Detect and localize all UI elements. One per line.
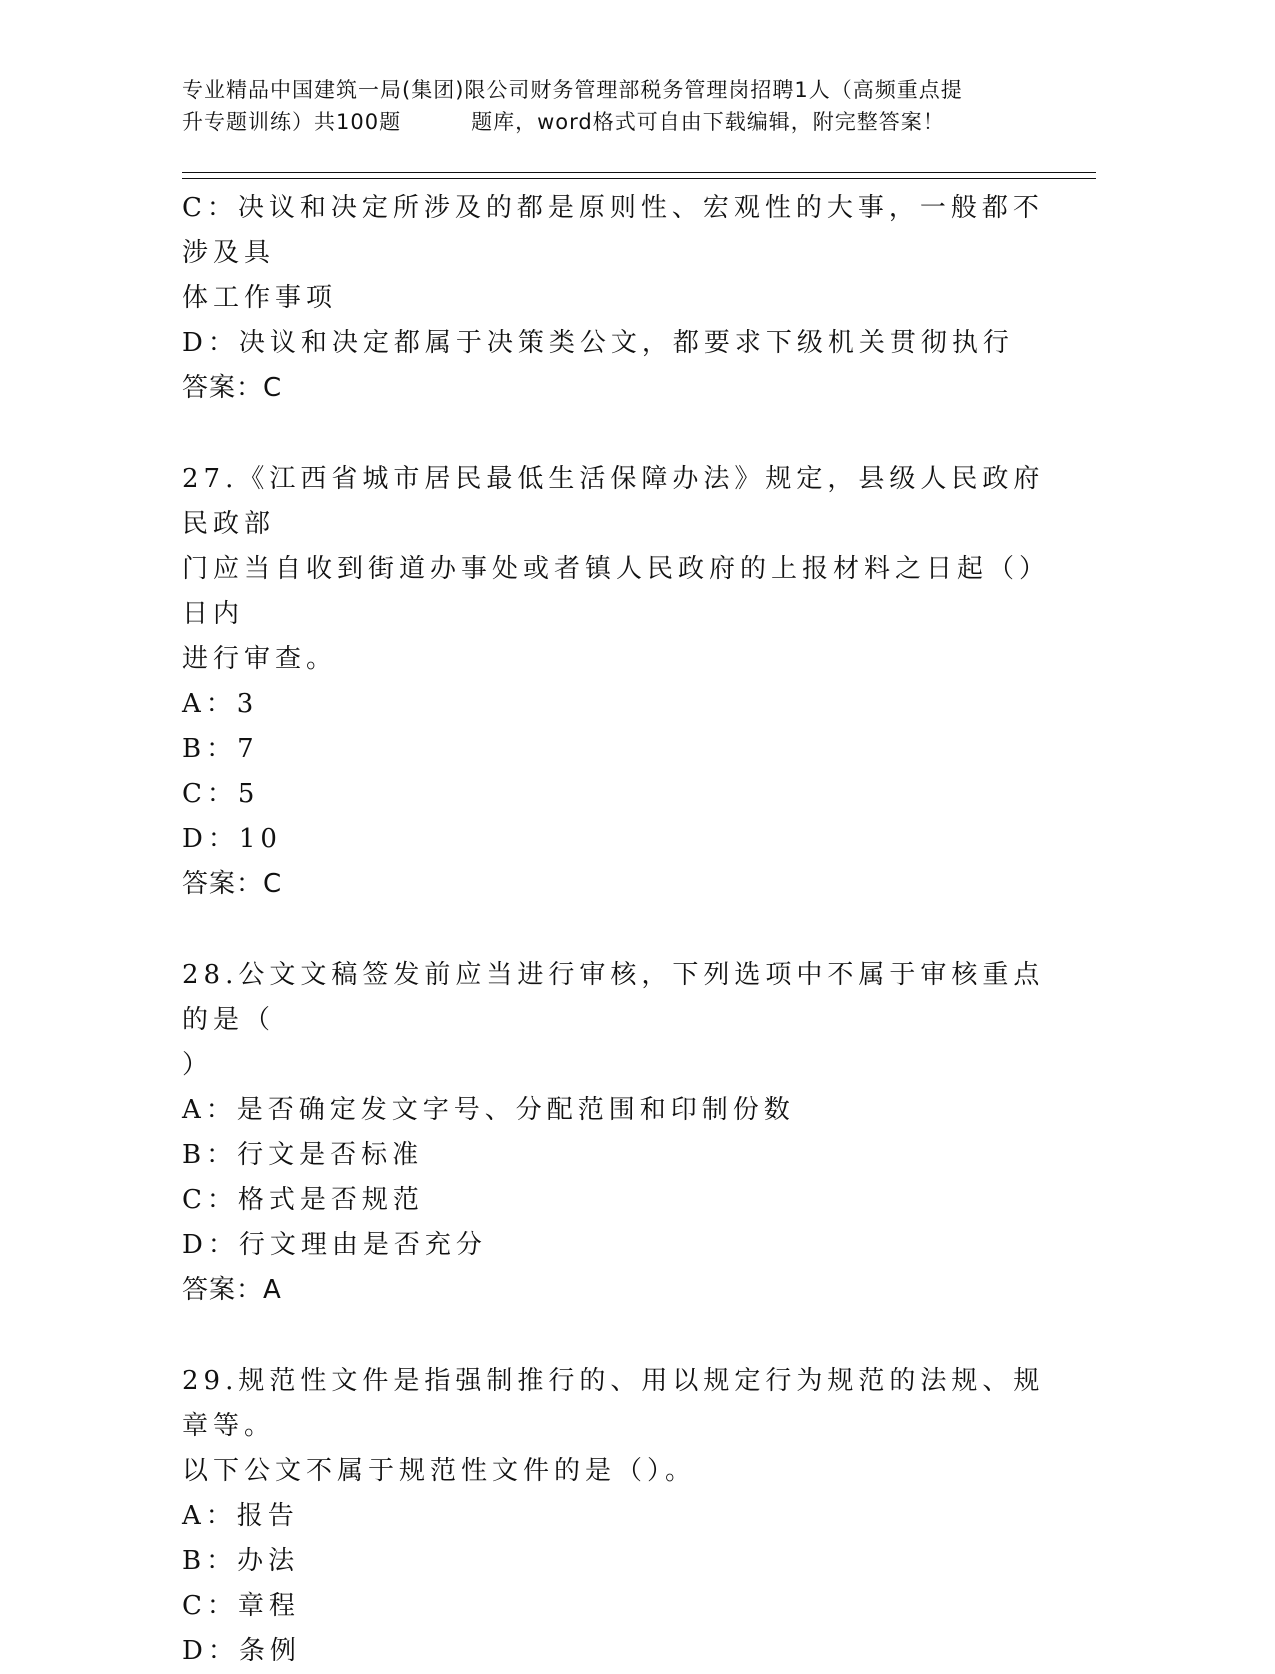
option-c: C：章程 (182, 1591, 300, 1621)
question-26-tail (182, 186, 1062, 411)
question-list (182, 186, 1062, 1674)
question-29 (182, 1359, 1062, 1674)
question-stem: 门应当自收到街道办事处或者镇人民政府的上报材料之日起（）日内 (182, 554, 1051, 629)
option-c: C：5 (182, 779, 260, 809)
option-b: B：办法 (182, 1546, 300, 1576)
question-stem: 29.规范性文件是指强制推行的、用以规定行为规范的法规、规章等。 (182, 1366, 1045, 1441)
header-subtitle: 题库，word格式可自由下载编辑，附完整答案！ (471, 110, 945, 134)
question-stem: 27.《江西省城市居民最低生活保障办法》规定，县级人民政府民政部 (182, 464, 1045, 539)
option-a: A：报告 (182, 1501, 299, 1531)
header-title-part: 升专题训练）共100题 (182, 110, 402, 134)
answer: 答案：C (182, 869, 283, 899)
header-title-line-2 (182, 106, 1082, 138)
header-title-line-1: 专业精品中国建筑一局(集团)限公司财务管理部税务管理岗招聘1人（高频重点提 (182, 78, 963, 102)
option-c: C：决议和决定所涉及的都是原则性、宏观性的大事，一般都不涉及具 (182, 193, 1044, 268)
question-stem: 28.公文文稿签发前应当进行审核，下列选项中不属于审核重点的是（ (182, 960, 1045, 1035)
option-a: A：是否确定发文字号、分配范围和印制份数 (182, 1095, 795, 1125)
option-d: D：10 (182, 824, 282, 854)
option-a: A：3 (182, 689, 259, 719)
question-stem: ） (182, 1050, 214, 1080)
document-header (182, 74, 1082, 138)
answer: 答案：A (182, 1275, 282, 1305)
question-stem: 以下公文不属于规范性文件的是（）。 (182, 1456, 697, 1486)
option-c-continued: 体工作事项 (182, 283, 338, 313)
option-c: C：格式是否规范 (182, 1185, 424, 1215)
header-divider-top (182, 172, 1096, 173)
question-28 (182, 953, 1062, 1313)
option-d: D：条例 (182, 1636, 301, 1666)
option-b: B：行文是否标准 (182, 1140, 424, 1170)
header-divider-bottom (182, 178, 1096, 179)
answer: 答案：C (182, 373, 283, 403)
question-stem: 进行审查。 (182, 644, 338, 674)
option-d: D：行文理由是否充分 (182, 1230, 487, 1260)
option-d: D：决议和决定都属于决策类公文，都要求下级机关贯彻执行 (182, 328, 1014, 358)
option-b: B：7 (182, 734, 259, 764)
question-27 (182, 457, 1062, 907)
